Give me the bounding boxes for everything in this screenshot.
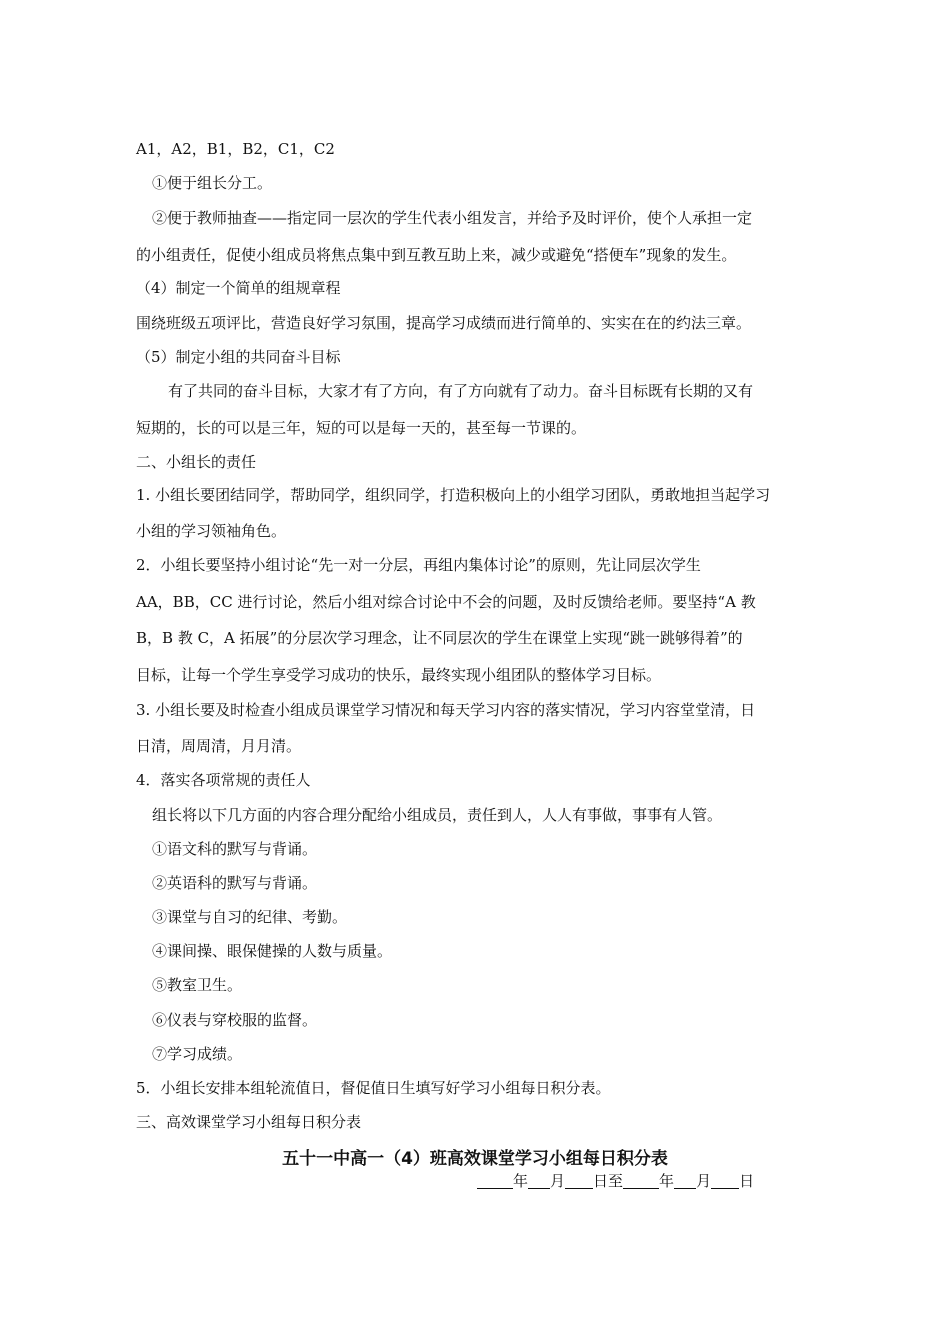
- list-item: ⑦学习成绩。: [152, 1045, 243, 1063]
- list-item: ①语文科的默写与背诵。: [152, 840, 318, 858]
- text-line: ①便于组长分工。: [152, 174, 273, 192]
- day-label: 日: [739, 1172, 755, 1190]
- year-label: 年: [659, 1172, 675, 1190]
- month-blank: [674, 1172, 696, 1189]
- year-blank: [477, 1172, 513, 1189]
- text-line: （4）制定一个简单的组规章程: [136, 279, 341, 297]
- text-line: AA，BB，CC 进行讨论，然后小组对综合讨论中不会的问题，及时反馈给老师。要坚持“A 教: [136, 593, 756, 611]
- list-item: ②英语科的默写与背诵。: [152, 874, 318, 892]
- text-line: 短期的，长的可以是三年，短的可以是每一天的，甚至每一节课的。: [136, 419, 587, 437]
- text-line: 日清，周周清，月月清。: [136, 737, 302, 755]
- list-item: ⑤教室卫生。: [152, 976, 243, 994]
- text-line: （5）制定小组的共同奋斗目标: [136, 348, 341, 366]
- year-label: 年: [513, 1172, 529, 1190]
- text-line: 的小组责任，促使小组成员将焦点集中到互教互助上来，减少或避免“搭便车”现象的发生。: [136, 246, 737, 264]
- date-range: [477, 1170, 754, 1191]
- text-line: 1. 小组长要团结同学，帮助同学，组织同学，打造积极向上的小组学习团队，勇敢地担当起学习: [136, 486, 771, 504]
- text-line: 小组的学习领袖角色。: [136, 522, 287, 540]
- section-heading: 三、高效课堂学习小组每日积分表: [136, 1113, 362, 1131]
- year-blank: [623, 1172, 659, 1189]
- text-line: 围绕班级五项评比，营造良好学习氛围，提高学习成绩而进行简单的、实实在在的约法三章。: [136, 314, 752, 332]
- day-label: 日至: [593, 1172, 624, 1190]
- section-heading: 二、小组长的责任: [136, 453, 257, 471]
- text-line: 3. 小组长要及时检查小组成员课堂学习情况和每天学习内容的落实情况，学习内容堂堂清，日: [136, 701, 756, 719]
- month-blank: [528, 1172, 550, 1189]
- day-blank: [565, 1172, 593, 1189]
- text-line: 5．小组长安排本组轮流值日，督促值日生填写好学习小组每日积分表。: [136, 1079, 611, 1097]
- list-item: ③课堂与自习的纪律、考勤。: [152, 908, 348, 926]
- text-line: 组长将以下几方面的内容合理分配给小组成员，责任到人，人人有事做，事事有人管。: [152, 806, 723, 824]
- list-item: ④课间操、眼保健操的人数与质量。: [152, 942, 393, 960]
- text-line: 有了共同的奋斗目标，大家才有了方向，有了方向就有了动力。奋斗目标既有长期的又有: [168, 382, 754, 400]
- table-title: 五十一中高一（4）班高效课堂学习小组每日积分表: [282, 1149, 668, 1169]
- text-line: B，B 教 C，A 拓展”的分层次学习理念，让不同层次的学生在课堂上实现“跳一跳够得着”的: [136, 629, 743, 647]
- text-line: 4．落实各项常规的责任人: [136, 771, 311, 789]
- text-line: 2．小组长要坚持小组讨论“先一对一分层，再组内集体讨论”的原则，先让同层次学生: [136, 556, 701, 574]
- day-blank: [711, 1172, 739, 1189]
- text-line: 目标，让每一个学生享受学习成功的快乐，最终实现小组团队的整体学习目标。: [136, 666, 662, 684]
- list-item: ⑥仪表与穿校服的监督。: [152, 1011, 318, 1029]
- month-label: 月: [550, 1172, 566, 1190]
- month-label: 月: [696, 1172, 712, 1190]
- text-line: ②便于教师抽查——指定同一层次的学生代表小组发言，并给予及时评价，使个人承担一定: [152, 209, 753, 227]
- text-line: A1，A2，B1，B2，C1，C2: [136, 140, 335, 158]
